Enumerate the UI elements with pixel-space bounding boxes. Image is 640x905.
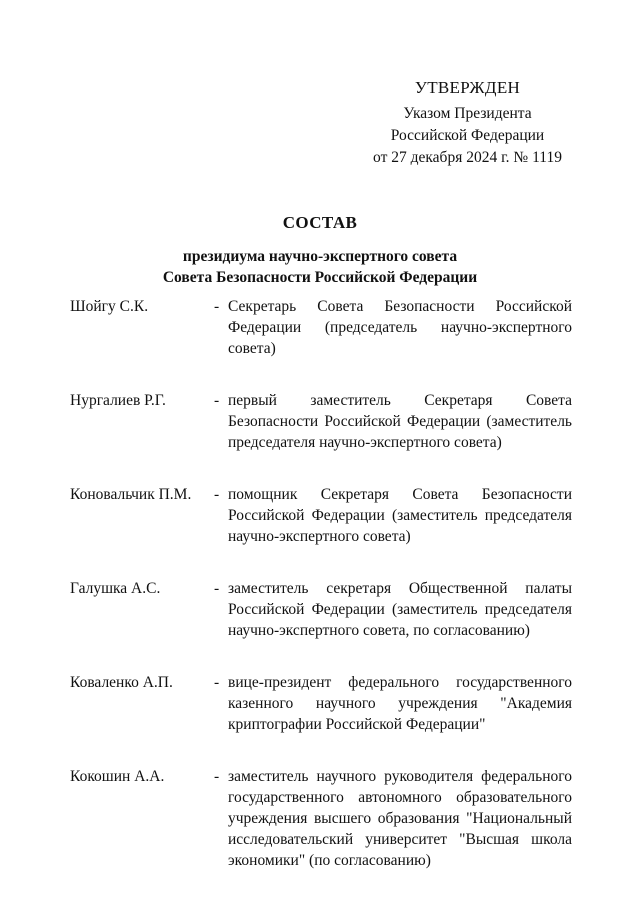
document-subtitle-line-2: Совета Безопасности Российской Федерации — [162, 269, 478, 286]
document-title-block — [0, 211, 640, 288]
member-dash: - — [214, 674, 220, 691]
member-role: Секретарь Совета Безопасности Российской Федерации (председатель научно-экспертного совета) — [228, 298, 572, 357]
approval-line-1: Указом Президента — [403, 105, 532, 122]
document-subtitle-line-1: президиума научно-экспертного совета — [182, 248, 458, 265]
member-row — [70, 578, 572, 641]
member-row — [70, 672, 572, 735]
document-title: СОСТАВ — [282, 213, 358, 232]
member-name: Нургалиев Р.Г. — [70, 392, 166, 409]
member-dash: - — [214, 486, 220, 503]
member-row — [70, 766, 572, 871]
member-row — [70, 484, 572, 547]
member-name: Коновальчик П.М. — [70, 486, 192, 503]
member-role: вице-президент федерального государственного казенного научного учреждения "Академия криптографии Российской Федерации" — [228, 674, 572, 733]
approval-line-2: Российской Федерации — [390, 127, 545, 144]
member-role: заместитель секретаря Общественной палаты Российской Федерации (заместитель председателя научно-экспертного совета, по согласованию) — [228, 580, 572, 639]
member-dash: - — [214, 768, 220, 785]
member-role: первый заместитель Секретаря Совета Безопасности Российской Федерации (заместитель председателя научно-экспертного совета) — [228, 392, 572, 451]
approval-heading: УТВЕРЖДЕН — [414, 78, 521, 97]
member-dash: - — [214, 298, 220, 315]
member-dash: - — [214, 392, 220, 409]
member-role: заместитель научного руководителя федерального государственного автономного образовательного учреждения высшего образования "Национальный исследовательский университет "Высшая школа экономики" (по согласованию) — [228, 768, 572, 869]
member-name: Кокошин А.А. — [70, 768, 165, 785]
approval-block — [330, 76, 605, 169]
member-row — [70, 296, 572, 359]
member-name: Коваленко А.П. — [70, 674, 173, 691]
member-row — [70, 390, 572, 453]
approval-line-3: от 27 декабря 2024 г. № 1119 — [373, 149, 562, 166]
member-role: помощник Секретаря Совета Безопасности Российской Федерации (заместитель председателя научно-экспертного совета) — [228, 486, 572, 545]
member-name: Галушка А.С. — [70, 580, 161, 597]
members-list — [70, 296, 572, 902]
member-name: Шойгу С.К. — [70, 298, 149, 315]
member-dash: - — [214, 580, 220, 597]
